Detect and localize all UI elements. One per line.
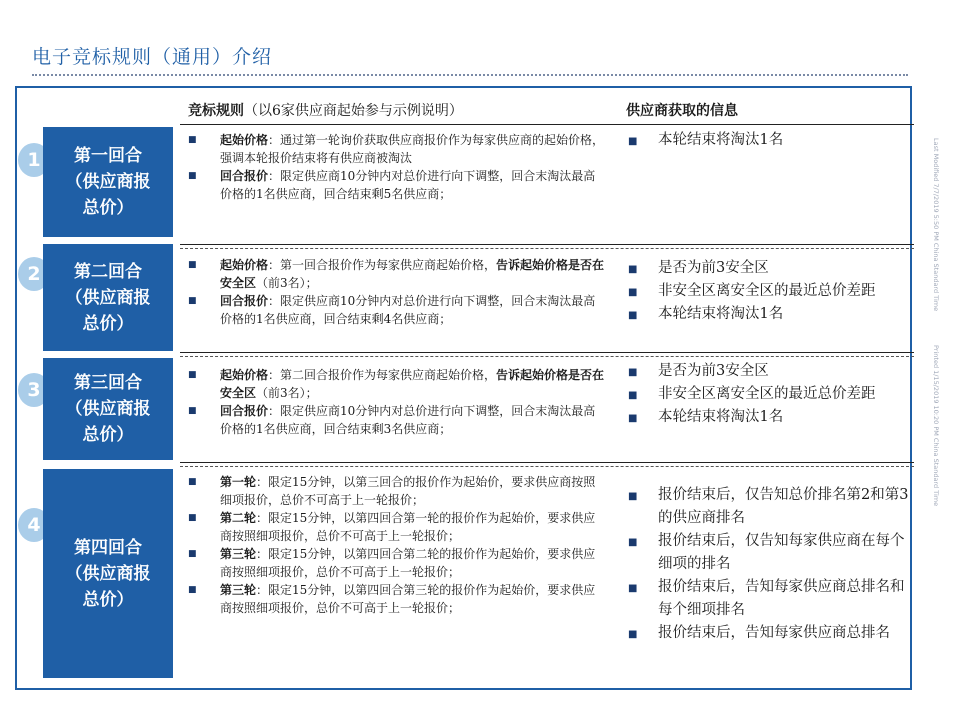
round-rules-list xyxy=(186,256,606,328)
info-column-header: 供应商获取的信息 xyxy=(626,103,738,119)
bullet-icon: ■ xyxy=(628,413,638,424)
bullet-icon: ■ xyxy=(188,260,197,270)
info-item: ■ 本轮结束将淘汰1名 xyxy=(626,406,912,429)
bullet-icon: ■ xyxy=(628,287,638,298)
printed-note: Printed 1/15/2019 10:20 PM China Standard Time xyxy=(932,345,940,507)
bullet-icon: ■ xyxy=(628,491,638,502)
rules-column-header xyxy=(188,100,463,120)
round-name: 第一回合 （供应商报 总价） xyxy=(65,146,151,218)
rule-text: （前3名）； xyxy=(256,386,318,400)
round-info-list xyxy=(626,257,912,326)
rule-head: 起始价格 xyxy=(220,133,269,147)
round-label-box xyxy=(43,358,173,460)
rule-text: ：限定供应商10分钟内对总价进行向下调整，回合末淘汰最高价格的1名供应商，回合结束剩3名供应商； xyxy=(220,404,596,436)
rule-item xyxy=(186,402,606,438)
rule-text: ：限定15分钟，以第四回合第二轮的报价作为起始价，要求供应商按照细项报价，总价不可高于上一轮报价； xyxy=(220,547,596,579)
rule-item xyxy=(186,292,606,328)
rule-item xyxy=(186,473,606,509)
rule-text: ：限定15分钟，以第三回合的报价作为起始价，要求供应商按照细项报价，总价不可高于上一轮报价； xyxy=(220,475,596,507)
rule-head: 回合报价 xyxy=(220,169,269,183)
info-item: ■ 是否为前3安全区 xyxy=(626,360,912,383)
rule-text: （前3名）； xyxy=(256,276,318,290)
rule-item xyxy=(186,167,606,203)
bullet-icon: ■ xyxy=(188,135,197,145)
bullet-icon: ■ xyxy=(628,583,638,594)
rule-emphasis: 告诉起始价格是否在安全区 xyxy=(220,258,605,290)
round-name: 第四回合 （供应商报 总价） xyxy=(65,537,151,610)
round-info-list xyxy=(626,129,912,152)
rule-emphasis: 告诉起始价格是否在安全区 xyxy=(220,368,605,400)
rule-head: 第三轮 xyxy=(220,547,257,561)
rule-head: 回合报价 xyxy=(220,294,269,308)
info-item: ■ 是否为前3安全区 xyxy=(626,257,912,280)
bullet-icon: ■ xyxy=(628,537,638,548)
rule-head: 第二轮 xyxy=(220,511,257,525)
bullet-icon: ■ xyxy=(188,585,197,595)
round-info-list xyxy=(626,484,912,645)
info-item: ■ 本轮结束将淘汰1名 xyxy=(626,129,912,152)
bullet-icon: ■ xyxy=(628,310,638,321)
rule-item xyxy=(186,581,606,617)
round-number-badge: 1 xyxy=(18,143,50,177)
bullet-icon: ■ xyxy=(188,171,197,181)
page-title: 电子竞标规则（通用）介绍 xyxy=(32,46,273,68)
row-divider-dashed xyxy=(180,356,914,357)
info-item: ■ 报价结束后，告知每家供应商总排名和每个细项排名 xyxy=(628,579,905,618)
bullet-icon: ■ xyxy=(188,406,197,416)
row-divider xyxy=(180,244,914,245)
rule-text: ：第一回合报价作为每家供应商起始价格， xyxy=(268,258,497,272)
bullet-icon: ■ xyxy=(188,477,197,487)
rule-item xyxy=(186,545,606,581)
rule-head: 回合报价 xyxy=(220,404,269,418)
info-item: ■ 报价结束后，告知每家供应商总排名 xyxy=(626,622,912,645)
bullet-icon: ■ xyxy=(628,390,638,401)
round-rules-list xyxy=(186,366,606,438)
row-divider xyxy=(180,352,914,353)
round-name: 第三回合 （供应商报 总价） xyxy=(65,373,151,445)
rule-item xyxy=(186,366,606,402)
bullet-icon: ■ xyxy=(188,513,197,523)
round-rules-list xyxy=(186,473,606,617)
round-label-box xyxy=(43,469,173,678)
info-item: ■ 报价结束后，仅告知总价排名第2和第3的供应商排名 xyxy=(628,487,909,526)
info-item: ■ 报价结束后，仅告知每家供应商在每个细项的排名 xyxy=(628,533,905,572)
round-number-badge: 4 xyxy=(18,508,50,542)
bullet-icon: ■ xyxy=(628,629,638,640)
rule-text: ：限定供应商10分钟内对总价进行向下调整，回合末淘汰最高价格的1名供应商，回合结束剩5名供应商； xyxy=(220,169,596,201)
bullet-icon: ■ xyxy=(188,296,197,306)
rules-header-title: 竞标规则 xyxy=(188,103,244,119)
title-divider xyxy=(32,74,908,76)
rules-header-note: （以6家供应商起始参与示例说明） xyxy=(244,103,463,119)
row-divider-dashed xyxy=(180,248,914,249)
rule-head: 第一轮 xyxy=(220,475,257,489)
rule-text: ：限定15分钟，以第四回合第一轮的报价作为起始价，要求供应商按照细项报价，总价不可高于上一轮报价； xyxy=(220,511,596,543)
rule-head: 起始价格 xyxy=(220,368,269,382)
bullet-icon: ■ xyxy=(628,264,638,275)
round-number-badge: 3 xyxy=(18,373,50,407)
rule-text: ：通过第一轮询价获取供应商报价作为每家供应商的起始价格，强调本轮报价结束将有供应商被淘汰 xyxy=(220,133,605,165)
rule-text: ：第二回合报价作为每家供应商起始价格， xyxy=(268,368,497,382)
bullet-icon: ■ xyxy=(188,549,197,559)
round-number-badge: 2 xyxy=(18,257,50,291)
rule-text: ：限定15分钟，以第四回合第三轮的报价作为起始价，要求供应商按照细项报价，总价不可高于上一轮报价； xyxy=(220,583,596,615)
bullet-icon: ■ xyxy=(628,136,638,147)
rule-item xyxy=(186,256,606,292)
bullet-icon: ■ xyxy=(628,367,638,378)
rule-item xyxy=(186,131,606,167)
rule-head: 起始价格 xyxy=(220,258,269,272)
round-info-list xyxy=(626,360,912,429)
bullet-icon: ■ xyxy=(188,370,197,380)
info-item: ■ 非安全区离安全区的最近总价差距 xyxy=(626,383,912,406)
header-divider xyxy=(180,124,914,125)
rule-item xyxy=(186,509,606,545)
row-divider-dashed xyxy=(180,466,914,467)
rule-head: 第三轮 xyxy=(220,583,257,597)
info-item: ■ 本轮结束将淘汰1名 xyxy=(626,303,912,326)
rule-text: ：限定供应商10分钟内对总价进行向下调整，回合末淘汰最高价格的1名供应商，回合结束剩4名供应商； xyxy=(220,294,596,326)
round-label-box xyxy=(43,244,173,351)
info-item: ■ 非安全区离安全区的最近总价差距 xyxy=(626,280,912,303)
last-modified-note: Last Modified 7/7/2019 5:50 PM China Standard Time xyxy=(932,138,940,312)
round-name: 第二回合 （供应商报 总价） xyxy=(65,261,151,334)
round-rules-list xyxy=(186,131,606,203)
round-label-box xyxy=(43,127,173,237)
row-divider xyxy=(180,462,914,463)
